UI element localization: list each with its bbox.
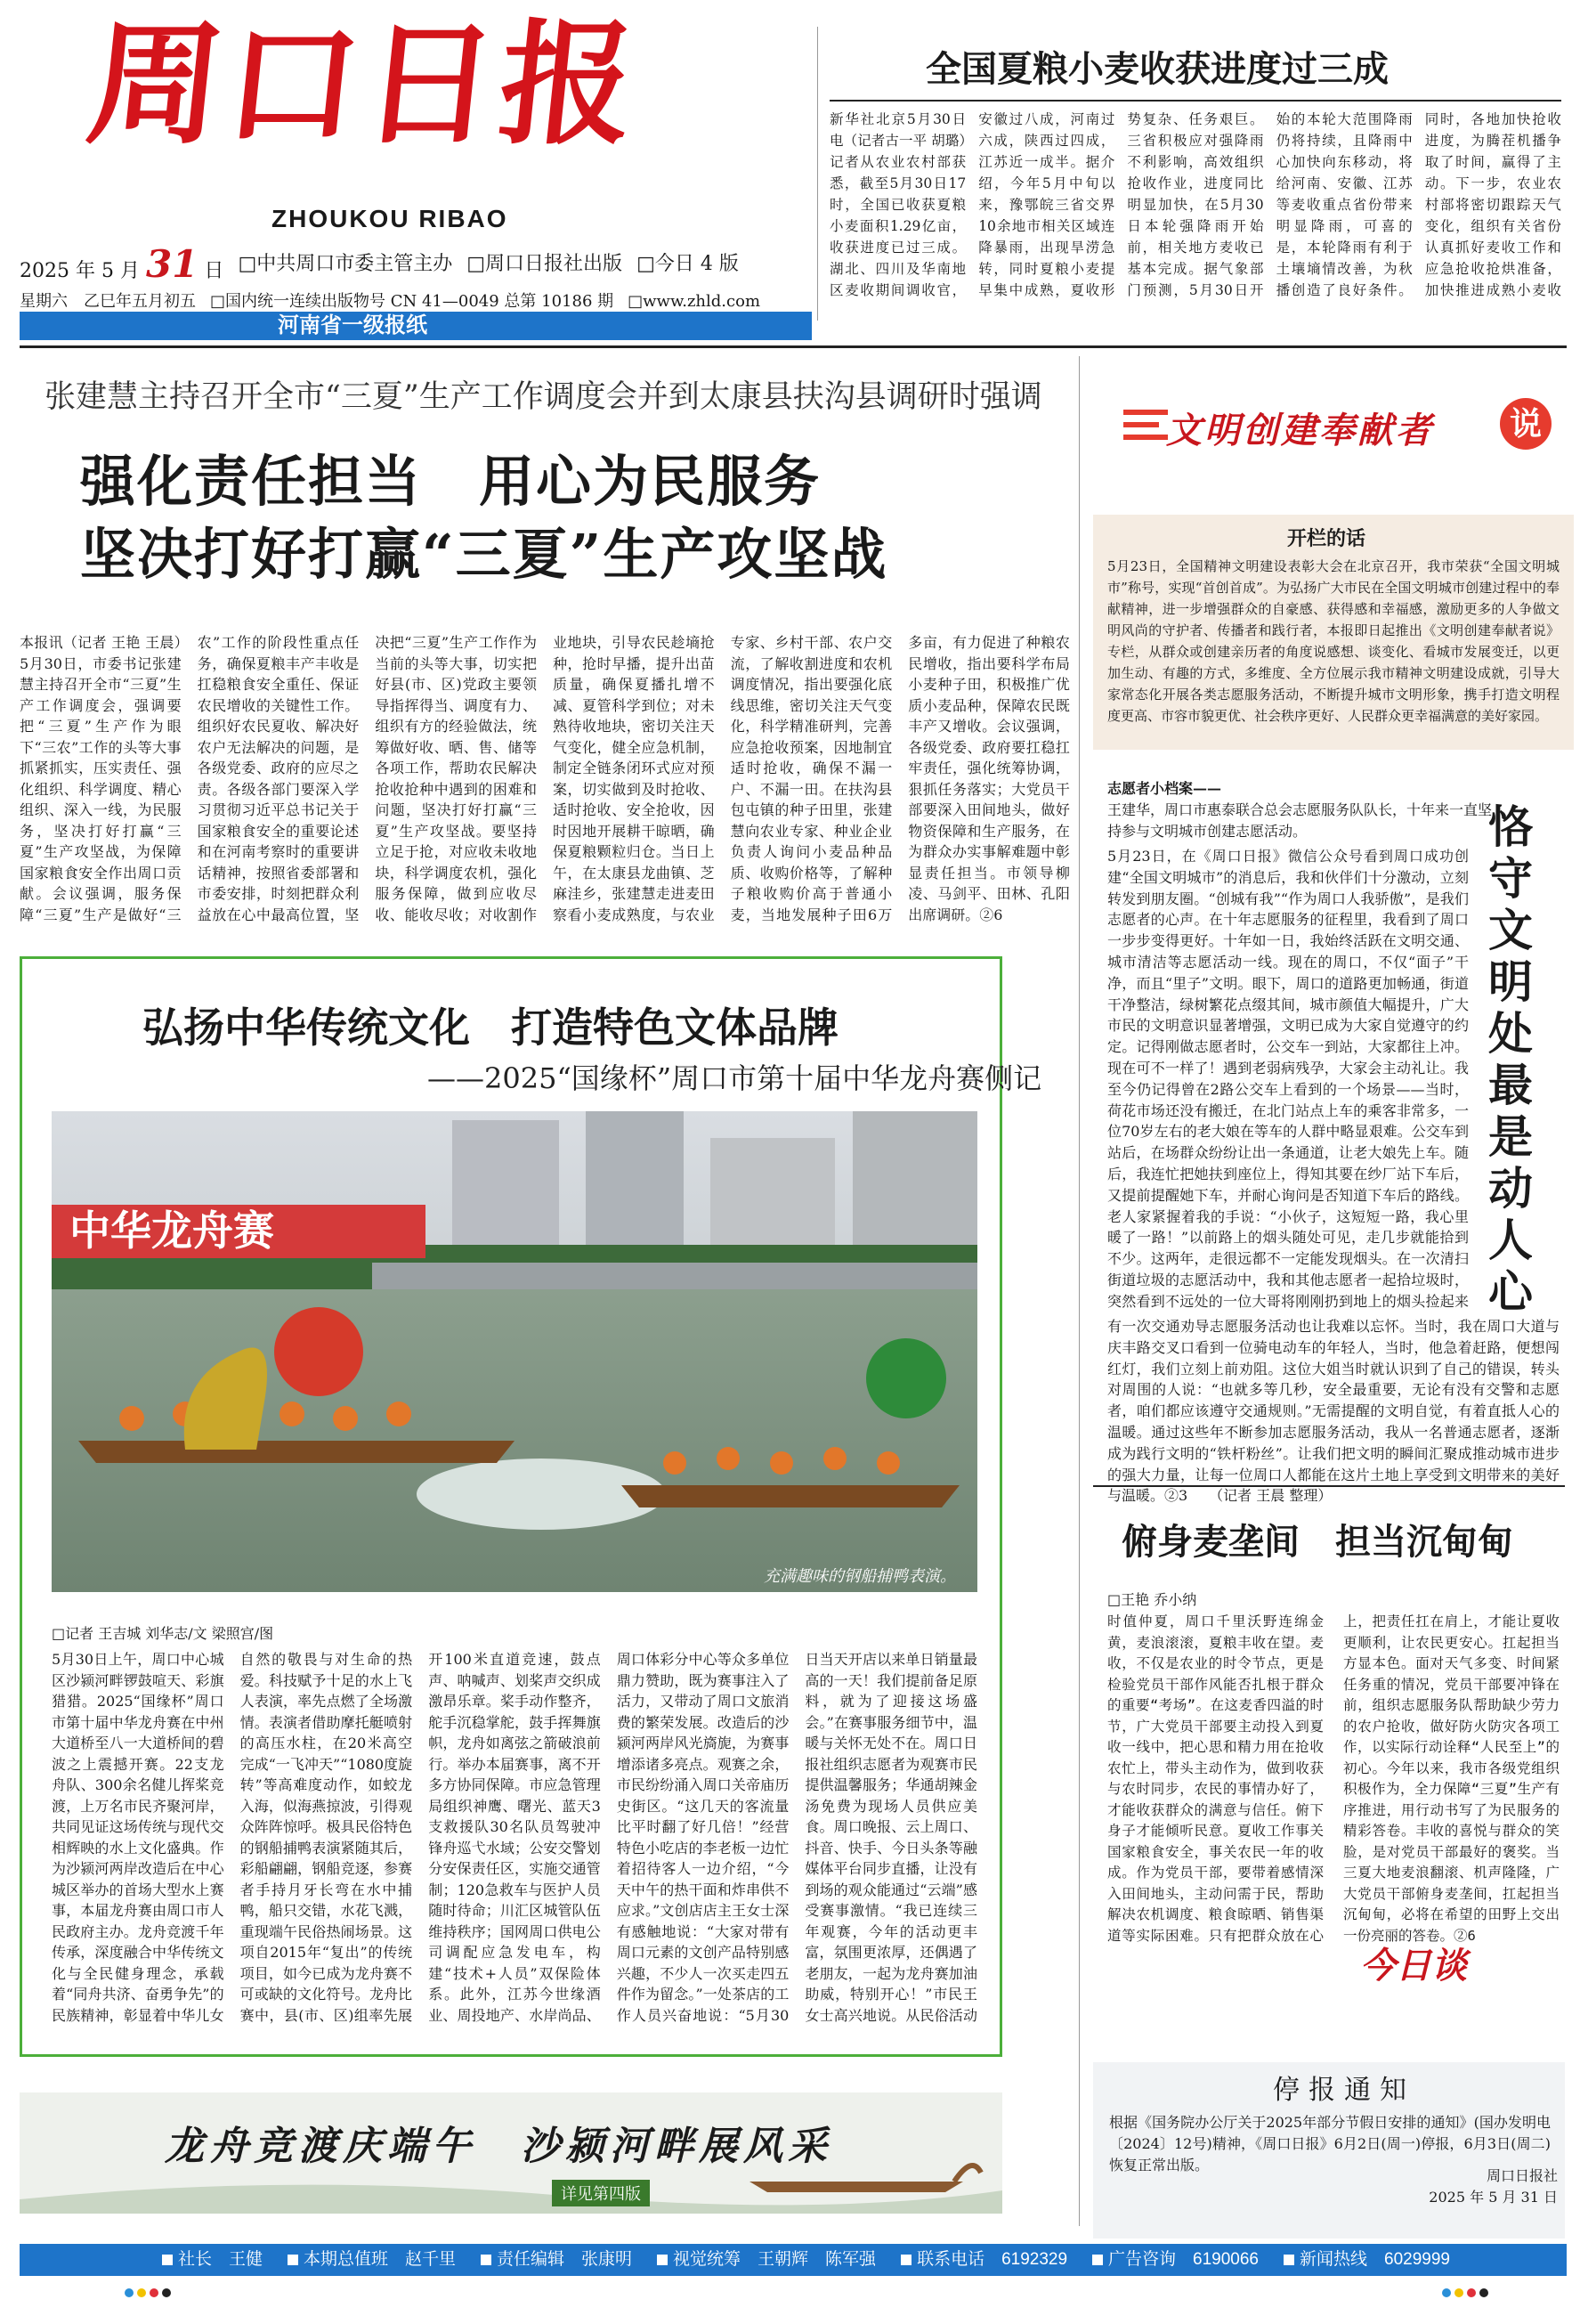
notice-date: 2025 年 5 月 31 日 [1429, 2189, 1558, 2206]
boat-credit: □记者 王吉城 刘华志/文 梁照宫/图 [52, 1625, 274, 1642]
divider [1093, 1485, 1565, 1487]
top-story-headline[interactable]: 全国夏粮小麦收获进度过三成 [926, 48, 1389, 90]
lead-subhead: 张建慧主持召开全市“三夏”生产工作调度会并到太康县扶沟县调研时强调 [45, 379, 1042, 415]
profile-text: 王建华，周口市惠泰联合总会志愿服务队队长，十年来一直坚持参与文明城市创建志愿活动。 [1107, 801, 1493, 840]
banner-page-ref[interactable]: 详见第四版 [552, 2180, 650, 2206]
footer-item: 本期总值班 赵千里 [288, 2244, 456, 2276]
staff-footer [20, 2244, 1567, 2276]
divider [1079, 356, 1080, 2226]
date-prefix: 2025 年 5 月 [20, 260, 140, 282]
level-bar: 河南省一级报纸 [20, 312, 812, 340]
date-day: 31 [145, 242, 199, 286]
boat-story-body: 5月30日上午，周口中心城区沙颍河畔锣鼓喧天、彩旗猎猎。2025“国缘杯”周口市第十届中华龙舟赛在中州大道桥至八一大道桥间的碧波之上震撼开赛。22支龙舟队、300余名健儿挥桨竞渡，上万名市民齐聚河岸，共同见证这场传统与现代交相辉映的水上文化盛典。作为沙颍河两岸改造后在中心城区举办的首场大型水上赛事，本届龙舟赛由周口市人民政府主办。龙舟竞渡千年传承，深度融合中华传统文化与全民健身理念，承载着“同舟共济、奋勇争先”的民族精神，彰显着中华儿女自然的敬畏与对生命的热爱。科技赋予十足的水上飞人表演，率先点燃了全场激情。表演者借助摩托艇喷射的高压水柱，在20米高空完成“一飞冲天”“1080度旋转”等高难度动作，如蛟龙入海，似海燕掠波，引得观众阵阵惊呼。极具民俗特色的钢船捕鸭表演紧随其后，彩船翩翩，钢船竞逐，参赛者手持月牙长弯在水中捕鸭，船只交错，水花飞溅，重现端午民俗热闹场景。这项自2015年“复出”的传统项目，如今已成为龙舟赛不可或缺的文化符号。龙舟比赛中，县(市、区)组率先展开100米直道竞速，鼓点声、呐喊声、划桨声交织成激昂乐章。桨手动作整齐，舵手沉稳掌舵，鼓手挥舞旗帜，龙舟如离弦之箭破浪前行。举办本届赛事，离不开多方协同保障。市应急管理局组织神鹰、曙光、蓝天3支救援队30名队员驾驶冲锋舟巡弋水域；公安交警划分安保责任区，实施交通管制；120急救车与医护人员随时待命；川汇区城管队伍维持秩序；国网周口供电公司调配应急发电车，构建“技术+人员”双保险体系。此外，江苏今世缘酒业、周投地产、水岸尚品、周口体彩分中心等众多单位鼎力赞助，既为赛事注入了活力，又带动了周口文旅消费的繁荣发展。改造后的沙颍河两岸风光旖旎，为赛事增添诸多亮点。观赛之余，市民纷纷涌入周口关帝庙历史街区。“这几天的客流量比平时翻了好几倍！”经营特色小吃店的李老板一边忙着招待客人一边介绍，“今天中午的热干面和炸串供不应求。”文创店店主王女士深有感触地说：“大家对带有周口元素的文创产品特别感兴趣，不少人一次买走四五件作为留念。”一处茶店的工作人员兴奋地说：“5月30日当天开店以来单日销量最高的一天！我们提前备足原料，就为了迎接这场盛会。”在赛事服务细节中，温暖与关怀无处不在。周口日报社组织志愿者为观赛市民提供温馨服务；华通胡辣金汤免费为现场人员供应美食。周口晚报、云上周口、抖音、快手、今日头条等融媒体平台同步直播，让没有到场的观众能通过“云端”感受赛事激情。“我已连续三年观赛，今年的活动更丰富，氛围更浓厚，还偶遇了老朋友，一起为龙舟赛加油助威，特别开心！”市民王女士高兴地说。从民俗活动 [52, 1651, 977, 2024]
today-talk-logo: 今日谈 [1360, 1945, 1467, 1987]
commentary-headline[interactable]: 俯身麦垄间 担当沉甸甸 [1122, 1521, 1513, 1563]
lead-story-body: 本报讯（记者 王艳 王晨）5月30日，市委书记张建慧主持召开全市“三夏”生产工作调度会，强调要把“三夏”生产作为眼下“三农”工作的头等大事抓紧抓实，压实责任、强化组织、科学调度、精心组织、深入一线，为民服务，坚决打好打赢“三夏”生产攻坚战，为保障国家粮食安全作出周口贡献。会议强调，服务保障“三夏”生产是做好“三农”工作的阶段性重点任务，确保夏粮丰产丰收是扛稳粮食安全重任、保证农民增收的关键性工作。组织好农民夏收、解决好农户无法解决的问题，是各级党委、政府的应尽之责。各级各部门要深入学习贯彻习近平总书记关于国家粮食安全的重要论述和在河南考察时的重要讲话精神，按照省委部署和市委安排，时刻把群众利益放在心中最高位置，坚决把“三夏”生产工作作为当前的头等大事，切实把好县(市、区)党政主要领导指挥得当、调度有力、组织有方的经验做法，统筹做好收、晒、售、储等各项工作，帮助农民解决抢收抢种中遇到的困难和问题，坚决打好打赢“三夏”生产攻坚战。要坚持立足于抢，对应收未收地块，科学调度农机，强化服务保障，做到应收尽收、能收尽收；对收割作业地块，引导农民趁墒抢种，抢时早播，提升出苗质量，确保夏播扎增不减、夏管科学到位；对未熟待收地块，密切关注天气变化，健全应急机制，制定全链条闭环式应对预案，切实做到及时抢收、适时抢收、安全抢收，因时因地开展耕干晾晒，确保夏粮颗粒归仓。当日上午，在太康县龙曲镇、芝麻洼乡，张建慧走进麦田察看小麦成熟度，与农业专家、乡村干部、农户交流，了解收割进度和农机调度情况，指出要强化底线思维，密切关注天气变化，科学精准研判，完善应急抢收预案，因地制宜适时抢收，确保不漏一户、不漏一田。在扶沟县包屯镇的种子田里，张建慧向农业专家、种业企业负责人询问小麦品种品质、收购价格等，了解种子粮收购价高于普通小麦，当地发展种子田6万多亩，有力促进了种粮农民增收，指出要科学布局小麦种子田，积极推广优质小麦品种，保障农民既丰产又增收。会议强调，各级党委、政府要扛稳扛牢责任，强化统筹协调，狠抓任务落实；大党员干部要深入田间地头，做好物资保障和生产服务，在为群众办实事解难题中彰显责任担当。市领导柳凌、马剑平、田林、孔阳出席调研。②6 [20, 634, 1070, 923]
civil-column-title: 文明创建奉献者 [1166, 410, 1434, 451]
footer-item: 联系电话 6192329 [901, 2244, 1067, 2276]
dragon-boat-photo[interactable] [52, 1111, 977, 1592]
lead-headline[interactable] [80, 445, 887, 591]
photo-illustration [52, 1111, 977, 1592]
boat-feature-title[interactable]: 弘扬中华传统文化 打造特色文体品牌 [142, 1004, 839, 1052]
footer-item: 新闻热线 6029999 [1284, 2244, 1450, 2276]
commentary-body: 时值仲夏，周口千里沃野连绵金黄，麦浪滚滚，夏粮丰收在望。麦收，不仅是农业的时令节点，更是检验党员干部作风能否扎根于群众的重要“考场”。在这麦香四溢的时节，广大党员干部要主动投入到夏收一线中，把心思和精力用在抢收农忙上，带头主动作为，做到收获与农时同步，农民的事情办好了，才能收获群众的满意与信任。俯下身子才能倾听民意。夏收工作事关国家粮食安全，事关农民一年的收成。作为党员干部，要带着感情深入田间地头，主动问需于民，帮助解决农机调度、粮食晾晒、销售渠道等实际困难。只有把群众放在心上，把责任扛在肩上，才能让夏收更顺利，让农民更安心。扛起担当方显本色。面对天气多变、时间紧任务重的情况，党员干部要冲锋在前，组织志愿服务队帮助缺少劳力的农户抢收，做好防火防灾各项工作，以实际行动诠释“人民至上”的初心。今年以来，我市各级党组织积极作为，全力保障“三夏”生产有序推进，用行动书写了为民服务的精彩答卷。丰收的喜悦与群众的笑脸，是对党员干部最好的褒奖。当三夏大地麦浪翻滚、机声隆隆，广大党员干部俯身麦垄间，扛起担当沉甸甸，必将在希望的田野上交出一份亮丽的答卷。②6 [1107, 1613, 1560, 1944]
opening-note-title: 开栏的话 [1287, 527, 1366, 550]
volunteer-story-body-continued: 有一次交通劝导志愿服务活动也让我难以忘怀。当时，我在周口大道与庆丰路交叉口看到一位骑电动车的年轻人，当时，他急着赶路，便想闯红灯，我们立刻上前劝阻。这位大姐当时就认识到了自己的错误，转头对周围的人说：“也就多等几秒，安全最重要，无论有没有交警和志愿者，咱们都应该遵守交通规则。”无需提醒的文明自觉，有着直抵人心的温暖。通过这些年不断参加志愿服务活动，我从一名普通志愿者，逐渐成为践行文明的“铁杆粉丝”。让我们把文明的瞬间汇聚成推动城市进步的强大力量，让每一位周口人都能在这片土地上享受到文明带来的美好与温暖。②3 （记者 王晨 整理） [1107, 1318, 1560, 1505]
profile-label: 志愿者小档案—— [1107, 780, 1222, 797]
masthead-pinyin: ZHOUKOU RIBAO [271, 205, 508, 232]
notice-text: 根据《国务院办公厅关于2025年部分节假日安排的通知》(国办发明电〔2024〕12号)精神，《周口日报》6月2日(周一)停报，6月3日(周二)恢复正常出版。 [1109, 2114, 1551, 2174]
divider [830, 100, 1561, 102]
opening-note-text: 5月23日，全国精神文明建设表彰大会在北京召开，我市荣获“全国文明城市”称号，实现“首创首成”。为弘扬广大市民在全国文明城市创建过程中的奉献精神，进一步增强群众的自豪感、获得感和幸福感，激励更多的人争做文明风尚的守护者、传播者和践行者，本报即日起推出《文明创建奉献者说》专栏，从群众或创建亲历者的角度说感想、谈变化、看城市发展变迁，以更加生动、有趣的方式，多维度、全方位展示我市精神文明建设成就，引导大家常态化开展各类志愿服务活动，不断提升城市文明形象，携手打造文明程度更高、市容市貌更优、社会秩序更好、人民群众更幸福满意的美好家园。 [1107, 558, 1560, 724]
footer-item: 广告咨询 6190066 [1092, 2244, 1259, 2276]
footer-item: 责任编辑 张康明 [481, 2244, 632, 2276]
issn-text: 国内统一连续出版物号 CN 41—0049 总第 10186 期 [225, 292, 614, 311]
notice-title: 停报通知 [1273, 2075, 1415, 2106]
publisher-text: 周口日报社出版 [485, 253, 623, 275]
weekday-lunar: 星期六 乙巳年五月初五 [20, 292, 196, 311]
volunteer-story-body: 5月23日，在《周口日报》微信公众号看到周口成功创建“全国文明城市”的消息后，我和伙伴们十分激动，立刻转发到朋友圈。“创城有我”“作为周口人我骄傲”，是我们志愿者的心声。在十年志愿服务的征程里，我看到了周口一步步变得更好。十年如一日，我始终活跃在文明交通、城市清洁等志愿活动一线。现在的周口，不仅“面子”干净，而且“里子”文明。眼下，周口的道路更加畅通，街道干净整洁，绿树繁花点缀其间，城市颜值大幅提升，广大市民的文明意识显著增强，文明已成为大家自觉遵守的约定。记得刚做志愿者时，公交车一到站，大家都往上冲。现在可不一样了！遇到老弱病残孕，大家会主动礼让。我至今仍记得曾在2路公交车上看到的一个场景——当时，荷花市场还没有搬迁，在北门站点上车的乘客非常多，一位70岁左右的老大娘在等车的人群中略显艰难。公交车到站后，在场群众纷纷让出一条通道，让老大娘先上车。随后，我连忙把她扶到座位上，得知其要在纱厂站下车后，又提前提醒她下车，并耐心询问是否知道下车后的路线。老人家紧握着我的手说：“小伙子，这短短一路，我心里暖了一路！”以前路上的烟头随处可见，走几步就能拾到不少。这两年，走很远都不一定能发现烟头。在一次清扫街道垃圾的志愿活动中，我和其他志愿者一起拾垃圾时，突然看到不远处的一位大哥将刚刚扔到地上的烟头捡起来 [1107, 848, 1469, 1309]
photo-sign-text: 中华龙舟赛 [69, 1207, 274, 1255]
dateline: 2025 年 5 月 31 日 □中共周口市委主管主办 □周口日报社出版 □今日 4 版 星期六 乙巳年五月初五 □国内统一连续出版物号 CN 41—0049 总第 10186 期 □www.zhld.com [20, 249, 812, 317]
boat-feature-subtitle: ——2025“国缘杯”周口市第十届中华龙舟赛侧记 [427, 1061, 1042, 1095]
volunteer-profile [1107, 778, 1499, 842]
volunteer-story-title[interactable]: 恪守文明处 最是动人心 [1488, 800, 1577, 1318]
commentary-credit: □王艳 乔小纳 [1107, 1591, 1197, 1608]
top-story-body: 新华社北京5月30日电（记者古一平 胡璐）记者从农业农村部获悉，截至5月30日17时，全国已收获夏粮小麦面积1.29亿亩，收获进度已过三成。湖北、四川及华南地区麦收期间调收官，安徽过八成，河南过六成，陕西过四成，江苏近一成半。据介绍，今年5月中旬以来，豫鄂皖三省交界10余地市相关区域连降暴雨，出现旱涝急转，同时夏粮小麦提早集中成熟，夏收形势复杂、任务艰巨。三省积极应对强降雨不利影响，高效组织抢收作业，进度同比明显加快，在5月30日本轮强降雨开始前，相关地方麦收已基本完成。据气象部门预测，5月30日开始的本轮大范围降雨仍将持续，且降雨中心加快向东移动，将给河南、安徽、江苏等麦收重点省份带来明显降雨，可喜的是，本轮降雨有利于土壤墒情改善，为秋播创造了良好条件。同时，各地加快抢收进度，为腾茬机播争取了时间，赢得了主动。下一步，农业农村部将密切跟踪天气变化，组织有关省份认真抓好麦收工作和应急抢收抢烘准备，加快推进成熟小麦收 [830, 111, 1561, 298]
lead-headline-line1: 强化责任担当 用心为民服务 [80, 449, 822, 514]
website-link[interactable]: www.zhld.com [643, 292, 761, 311]
divider [20, 345, 1567, 348]
date-suffix: 日 [204, 260, 224, 282]
pages-text: 今日 4 版 [654, 253, 739, 275]
photo-caption: 充满趣味的钢船捕鸭表演。 [764, 1567, 956, 1586]
newspaper-logo: 周口日报 [80, 6, 646, 163]
footer-item: 视觉统筹 王朝辉 陈军强 [657, 2244, 876, 2276]
registration-dots [1442, 2288, 1488, 2297]
registration-dots [125, 2288, 171, 2297]
footer-item: 社长 王健 [162, 2244, 263, 2276]
banner-slogan: 龙舟竞渡庆端午 沙颍河畔展风采 [165, 2124, 832, 2169]
sponsor-text: 中共周口市委主管主办 [256, 253, 453, 275]
notice-signature [1398, 2166, 1558, 2208]
divider [817, 27, 818, 321]
notice-org: 周口日报社 [1486, 2167, 1558, 2184]
lead-headline-line2: 坚决打好打赢“三夏”生产攻坚战 [80, 522, 888, 587]
civil-column-badge: 说 [1500, 398, 1552, 450]
